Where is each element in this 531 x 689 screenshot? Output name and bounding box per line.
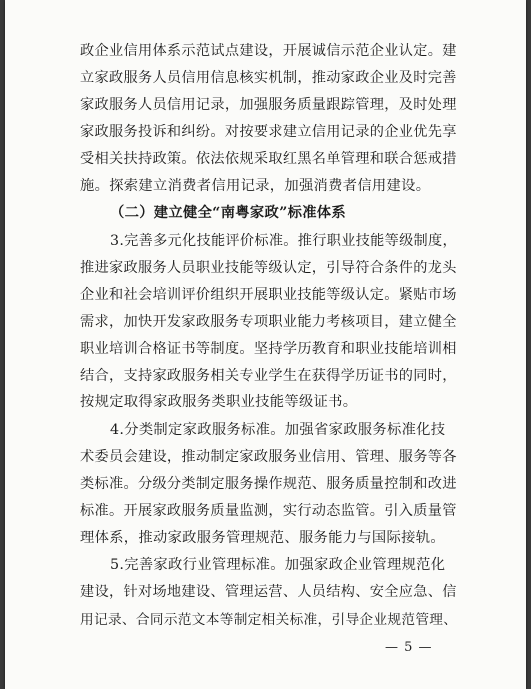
paragraph-line: 受相关扶持政策。依法依规采取红黑名单管理和联合惩戒措 <box>80 150 457 167</box>
paragraph-line: 理体系，推动家政服务管理规范、服务能力与国际接轨。 <box>80 530 445 547</box>
paragraph-line: 3.完善多元化技能评价标准。推行职业技能等级制度， <box>110 232 457 249</box>
document-page <box>5 0 526 689</box>
paragraph-line: 家政服务投诉和纠纷。对按要求建立信用记录的企业优先享 <box>80 123 457 140</box>
paragraph-line: 企业和社会培训评价组织开展职业技能等级认定。紧贴市场 <box>80 286 457 303</box>
paragraph-line: 职业培训合格证书等制度。坚持学历教育和职业技能培训相 <box>80 340 457 357</box>
paragraph-line: 需求，加快开发家政服务专项职业能力考核项目，建立健全 <box>80 313 457 330</box>
paragraph-line: 家政服务人员信用记录，加强服务质量跟踪管理，及时处理 <box>80 96 457 113</box>
page-number: — 5 — <box>385 640 433 655</box>
paragraph-line: 立家政服务人员信用信息核实机制，推动家政企业及时完善 <box>80 70 457 86</box>
paragraph-line: 标准。开展家政服务质量监测，实行动态监管。引入质量管 <box>80 503 457 520</box>
paragraph-line: 4.分类制定家政服务标准。加强省家政服务标准化技 <box>110 422 446 439</box>
paragraph-line: 推进家政服务人员职业技能等级认定，引导符合条件的龙头 <box>80 259 457 276</box>
paragraph-line: 政企业信用体系示范试点建设，开展诚信示范企业认定。建 <box>80 43 457 59</box>
paragraph-line: 术委员会建设，推动制定家政服务业信用、管理、服务等各 <box>80 449 457 466</box>
paragraph-line: 施。探索建立消费者信用记录，加强消费者信用建设。 <box>80 177 431 194</box>
paragraph-line: 建设，针对场地建设、管理运营、人员结构、安全应急、信 <box>80 584 457 600</box>
paragraph-line: 结合，支持家政服务相关专业学生在获得学历证书的同时， <box>80 367 457 384</box>
paragraph-line: 类标准。分级分类制定服务操作规范、服务质量控制和改进 <box>80 476 457 493</box>
paragraph-line: 用记录、合同示范文本等制定相关标准，引导企业规范管理、 <box>80 612 458 628</box>
paragraph-line: 按规定取得家政服务类职业技能等级证书。 <box>80 394 358 411</box>
paragraph-line: 5.完善家政行业管理标准。加强家政企业管理规范化 <box>110 557 446 574</box>
section-heading: （二）建立健全“南粤家政”标准体系 <box>110 204 346 221</box>
